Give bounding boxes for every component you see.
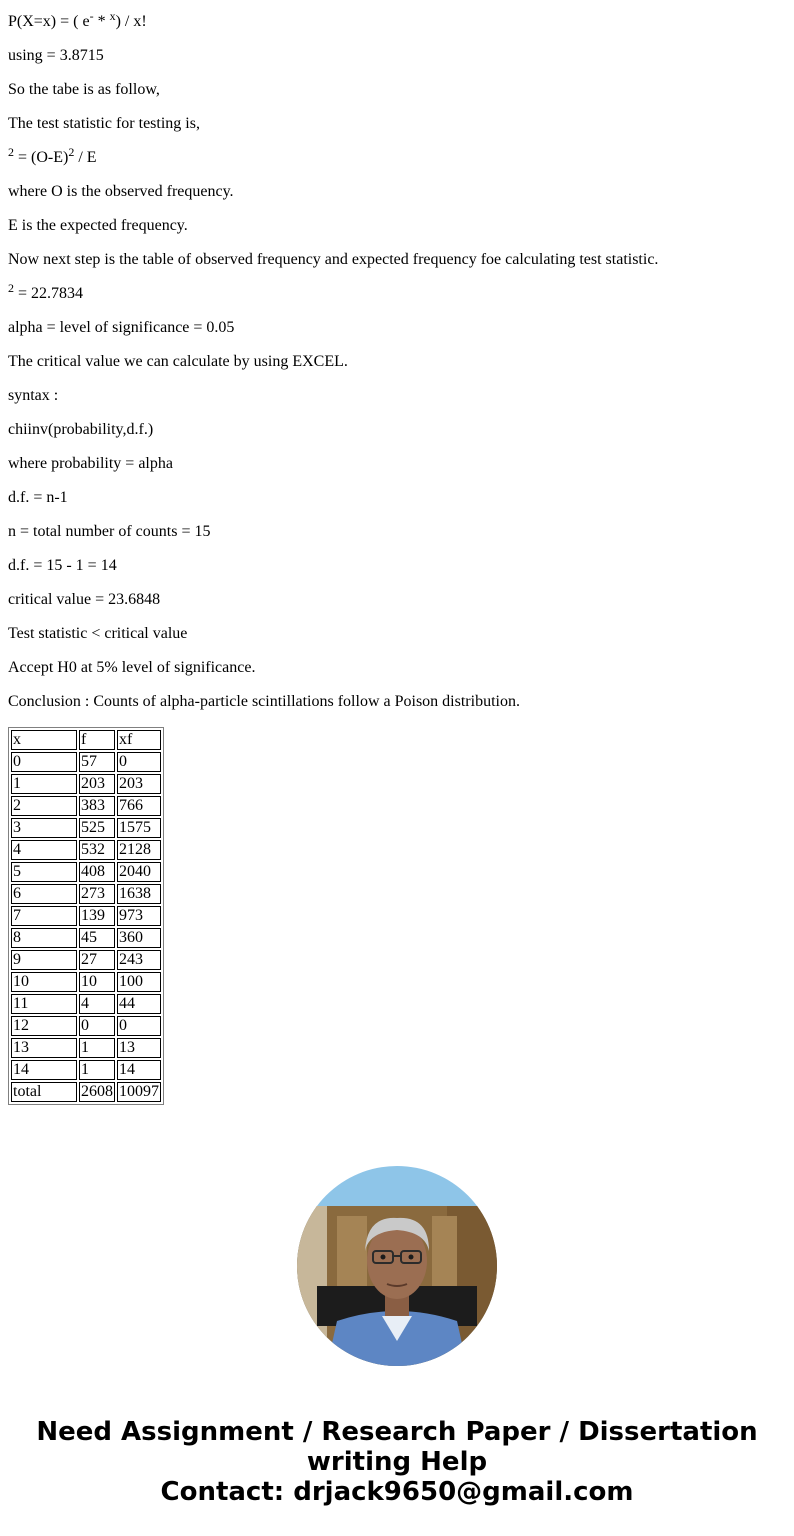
table-cell: 13 — [11, 1038, 77, 1058]
text-fragment: d.f. = 15 - 1 = 14 — [8, 557, 117, 574]
text-fragment: P(X=x) = ( e — [8, 13, 90, 30]
table-cell: 14 — [117, 1060, 161, 1080]
table-cell: 10 — [79, 972, 115, 992]
person-photo-icon — [297, 1166, 497, 1366]
table-cell: 100 — [117, 972, 161, 992]
table-cell: f — [79, 730, 115, 750]
table-cell: 0 — [117, 752, 161, 772]
text-line — [8, 47, 786, 65]
table-cell: 525 — [79, 818, 115, 838]
text-fragment: / E — [74, 149, 97, 166]
solution-text — [8, 9, 786, 711]
table-cell: 4 — [79, 994, 115, 1014]
table-cell: 27 — [79, 950, 115, 970]
text-fragment: ) / x! — [115, 13, 147, 30]
text-line — [8, 145, 786, 167]
table-row — [11, 818, 161, 838]
table-row — [11, 928, 161, 948]
table-total-row — [11, 1082, 161, 1102]
table-cell: 0 — [79, 1016, 115, 1036]
text-fragment: Conclusion : Counts of alpha-particle scintillations follow a Poison distribution. — [8, 693, 520, 710]
table-cell: 12 — [11, 1016, 77, 1036]
text-line — [8, 421, 786, 439]
promo-contact: Contact: drjack9650@gmail.com — [160, 1477, 634, 1507]
table-cell: x — [11, 730, 77, 750]
table-header-row — [11, 730, 161, 750]
table-row — [11, 840, 161, 860]
table-cell: 5 — [11, 862, 77, 882]
table-row — [11, 1016, 161, 1036]
table-row — [11, 752, 161, 772]
promo-line-2: writing Help — [306, 1447, 488, 1477]
table-cell: 1 — [79, 1038, 115, 1058]
table-cell: 14 — [11, 1060, 77, 1080]
text-fragment: Test statistic < critical value — [8, 625, 188, 642]
text-line — [8, 489, 786, 507]
text-line — [8, 251, 786, 269]
table-cell: 408 — [79, 862, 115, 882]
text-line — [8, 353, 786, 371]
table-cell: 44 — [117, 994, 161, 1014]
table-cell: 0 — [11, 752, 77, 772]
text-line — [8, 693, 786, 711]
text-line — [8, 81, 786, 99]
table-cell: 10097 — [119, 1083, 159, 1100]
promo-line-1: Need Assignment / Research Paper / Dissertation — [36, 1417, 758, 1447]
text-fragment: So the tabe is as follow, — [8, 81, 160, 98]
text-fragment: = 22.7834 — [14, 285, 84, 302]
table-cell: 1 — [11, 774, 77, 794]
text-fragment: syntax : — [8, 387, 59, 404]
table-row — [11, 950, 161, 970]
table-cell: 139 — [79, 906, 115, 926]
text-fragment: = (O-E) — [14, 149, 69, 166]
text-fragment: using = 3.8715 — [8, 47, 104, 64]
text-fragment: where probability = alpha — [8, 455, 173, 472]
superscript: - — [89, 9, 94, 23]
table-cell: 57 — [79, 752, 115, 772]
table-cell: 45 — [79, 928, 115, 948]
table-cell: 1638 — [117, 884, 161, 904]
table-row — [11, 1038, 161, 1058]
table-cell: 1 — [79, 1060, 115, 1080]
text-line — [8, 183, 786, 201]
table-row — [11, 774, 161, 794]
table-cell: 360 — [117, 928, 161, 948]
table-row — [11, 884, 161, 904]
table-row — [11, 994, 161, 1014]
text-fragment: The critical value we can calculate by using EXCEL. — [8, 353, 348, 370]
superscript: 2 — [8, 145, 14, 159]
table-cell: xf — [117, 730, 161, 750]
text-line — [8, 625, 786, 643]
table-cell: 973 — [117, 906, 161, 926]
table-cell: 532 — [79, 840, 115, 860]
text-fragment: E is the expected frequency. — [8, 217, 188, 234]
text-line — [8, 387, 786, 405]
text-fragment: alpha = level of significance = 0.05 — [8, 319, 235, 336]
superscript: 2 — [68, 145, 75, 159]
text-fragment: n = total number of counts = 15 — [8, 523, 211, 540]
text-line — [8, 455, 786, 473]
text-fragment: Accept H0 at 5% level of significance. — [8, 659, 256, 676]
text-line — [8, 9, 786, 31]
table-cell: total — [11, 1082, 77, 1102]
text-fragment: The test statistic for testing is, — [8, 115, 200, 132]
text-line — [8, 523, 786, 541]
text-fragment: critical value = 23.6848 — [8, 591, 161, 608]
text-line — [8, 115, 786, 133]
table-cell: 2 — [11, 796, 77, 816]
superscript: 2 — [8, 281, 14, 295]
table-cell: 203 — [117, 774, 161, 794]
text-line — [8, 557, 786, 575]
table-row — [11, 1060, 161, 1080]
table-row — [11, 906, 161, 926]
text-line — [8, 217, 786, 235]
table-cell: 273 — [79, 884, 115, 904]
text-fragment: * — [93, 13, 110, 30]
table-row — [11, 862, 161, 882]
table-cell: 1575 — [117, 818, 161, 838]
table-cell: 6 — [11, 884, 77, 904]
table-cell: 203 — [79, 774, 115, 794]
table-cell: 2040 — [117, 862, 161, 882]
table-cell: 2608 — [81, 1083, 113, 1100]
author-photo — [297, 1166, 497, 1366]
table-cell: 766 — [117, 796, 161, 816]
table-cell: 9 — [11, 950, 77, 970]
table-row — [11, 796, 161, 816]
frequency-table — [8, 727, 164, 1105]
table-cell: 8 — [11, 928, 77, 948]
solution-content — [0, 9, 794, 1105]
text-line — [8, 281, 786, 303]
table-cell: 243 — [117, 950, 161, 970]
superscript: x — [109, 9, 116, 23]
promo-banner — [0, 1417, 794, 1507]
table-row — [11, 972, 161, 992]
table-cell: 7 — [11, 906, 77, 926]
table-cell: 3 — [11, 818, 77, 838]
table-cell: 2128 — [117, 840, 161, 860]
text-line — [8, 659, 786, 677]
text-line — [8, 319, 786, 337]
text-fragment: chiinv(probability,d.f.) — [8, 421, 154, 438]
table-cell: 4 — [11, 840, 77, 860]
table-cell: 11 — [11, 994, 77, 1014]
text-fragment: Now next step is the table of observed frequency and expected frequency foe calculating test statistic. — [8, 251, 659, 268]
text-line — [8, 591, 786, 609]
table-cell: 10 — [11, 972, 77, 992]
table-cell: 383 — [79, 796, 115, 816]
table-cell: 13 — [117, 1038, 161, 1058]
table-cell: 0 — [117, 1016, 161, 1036]
text-fragment: d.f. = n-1 — [8, 489, 68, 506]
text-fragment: where O is the observed frequency. — [8, 183, 234, 200]
